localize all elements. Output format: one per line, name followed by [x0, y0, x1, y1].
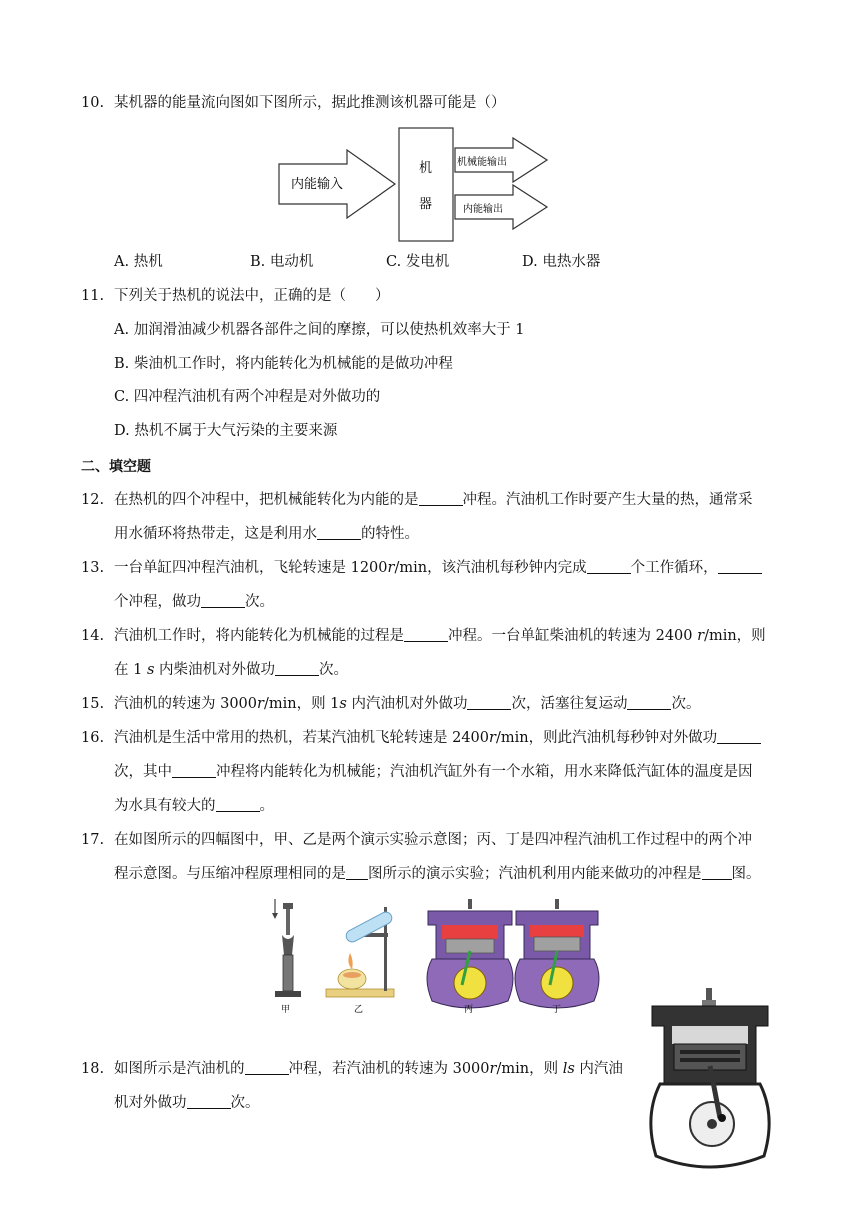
question-12	[81, 483, 781, 551]
figure-yi-test-tube	[326, 907, 394, 997]
answer-blank[interactable]	[627, 695, 671, 711]
question-number: 16.	[81, 730, 105, 746]
machine-box	[399, 128, 453, 241]
question-text: 一台单缸四冲程汽油机，飞轮转速是 1200r/min，该汽油机每秒钟内完成 个工作循环， 个冲程，做功 次。	[114, 551, 781, 619]
answer-blank[interactable]	[419, 491, 463, 507]
question-11	[81, 279, 781, 313]
answer-blank[interactable]	[346, 865, 368, 881]
answer-blank[interactable]	[587, 559, 631, 575]
input-label: 内能输入	[291, 177, 344, 192]
question-13	[81, 551, 781, 619]
figure-label-yi: 乙	[354, 1005, 364, 1015]
mechanical-output-label: 机械能输出	[457, 157, 507, 168]
option-a: A. 热机	[114, 254, 163, 270]
question-number: 13.	[81, 560, 105, 576]
energy-flow-diagram	[275, 124, 555, 244]
machine-label-1: 机	[419, 161, 433, 176]
answer-blank[interactable]	[201, 593, 245, 609]
question-number: 14.	[81, 628, 105, 644]
answer-blank[interactable]	[718, 559, 762, 575]
question-14	[81, 619, 781, 687]
question-text: 下列关于热机的说法中，正确的是（ ）	[114, 288, 390, 304]
answer-blank[interactable]	[702, 865, 732, 881]
question-number: 12.	[81, 492, 105, 508]
question-text: 汽油机是生活中常用的热机，若某汽油机飞轮转速是 2400r/min，则此汽油机每秒钟对外做功 次，其中 冲程将内能转化为机械能；汽油机汽缸外有一个水箱，用水来降低汽缸体的温度是因 为水具有较大的 。	[114, 721, 781, 823]
question-text: 在热机的四个冲程中，把机械能转化为内能的是 冲程。汽油机工作时要产生大量的热，通常采 用水循环将热带走，这是利用水 的特性。	[114, 492, 753, 542]
question-text: 汽油机的转速为 3000r/min，则 1s 内汽油机对外做功 次，活塞往复运动 次。	[114, 696, 701, 712]
figure-bing-engine	[427, 899, 513, 1008]
q11-option-d: D. 热机不属于大气污染的主要来源	[114, 423, 338, 439]
answer-blank[interactable]	[467, 695, 511, 711]
figure-ding-engine	[515, 899, 599, 1008]
q11-option-c: C. 四冲程汽油机有两个冲程是对外做功的	[114, 389, 381, 405]
question-number: 10.	[81, 95, 105, 111]
heat-output-label: 内能输出	[463, 204, 503, 215]
q11-option-a: A. 加润滑油减少机器各部件之间的摩擦，可以使热机效率大于 1	[114, 322, 525, 338]
question-10	[81, 86, 781, 120]
answer-blank[interactable]	[172, 763, 216, 779]
question-text: 某机器的能量流向图如下图所示，据此推测该机器可能是（）	[114, 95, 506, 111]
question-15	[81, 687, 781, 721]
option-b: B. 电动机	[250, 254, 314, 270]
q18-engine-figure	[640, 986, 780, 1176]
figure-label-bing: 丙	[464, 1005, 474, 1015]
answer-blank[interactable]	[245, 1060, 289, 1076]
answer-blank[interactable]	[275, 661, 319, 677]
q17-figure	[258, 893, 608, 1018]
figure-label-ding: 丁	[552, 1005, 562, 1015]
figure-label-jia: 甲	[281, 1005, 291, 1015]
question-17	[81, 823, 781, 891]
section-heading: 二、填空题	[81, 459, 151, 475]
q11-option-b: B. 柴油机工作时，将内能转化为机械能的是做功冲程	[114, 356, 453, 372]
question-text: 汽油机工作时，将内能转化为机械能的过程是 冲程。一台单缸柴油机的转速为 2400 r/min，则 在 1 s 内柴油机对外做功 次。	[114, 628, 766, 678]
answer-blank[interactable]	[404, 627, 448, 643]
answer-blank[interactable]	[317, 525, 361, 541]
figure-jia-compressor	[272, 899, 301, 997]
question-number: 18.	[81, 1061, 105, 1077]
question-number: 11.	[81, 288, 105, 304]
question-text: 在如图所示的四幅图中，甲、乙是两个演示实验示意图；丙、丁是四冲程汽油机工作过程中的两个冲 程示意图。与压缩冲程原理相同的是 图所示的演示实验；汽油机利用内能来做功的冲程是 图。	[114, 832, 761, 882]
option-c: C. 发电机	[386, 254, 450, 270]
question-number: 17.	[81, 832, 105, 848]
answer-blank[interactable]	[717, 729, 761, 745]
answer-blank[interactable]	[216, 797, 260, 813]
machine-label-2: 器	[419, 197, 433, 212]
question-text: 如图所示是汽油机的 冲程，若汽油机的转速为 3000r/min，则 ls 内汽油 机对外做功 次。	[114, 1061, 623, 1111]
answer-blank[interactable]	[187, 1094, 231, 1110]
question-number: 15.	[81, 696, 105, 712]
question-18	[81, 1052, 641, 1120]
option-d: D. 电热水器	[522, 254, 601, 270]
question-16	[81, 721, 781, 823]
